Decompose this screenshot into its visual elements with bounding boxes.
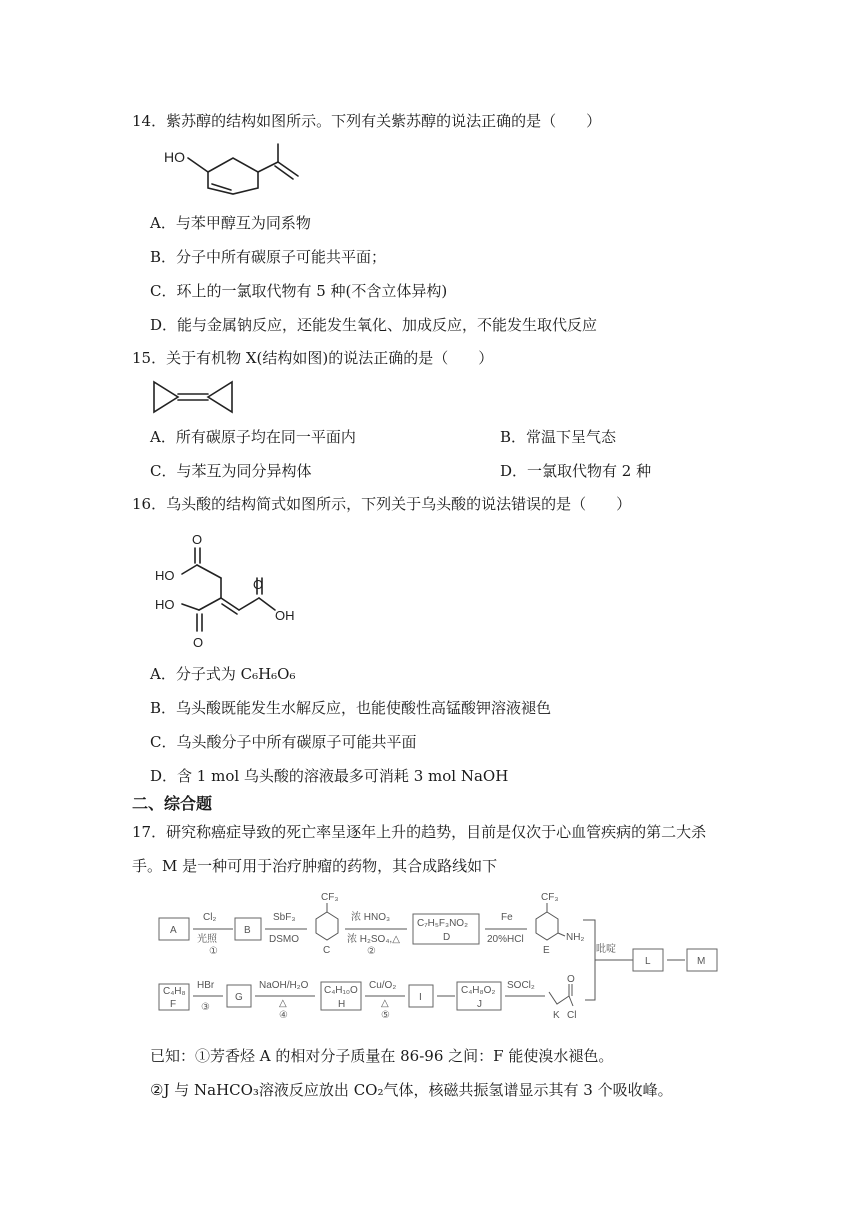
svg-text:D: D xyxy=(443,932,451,943)
svg-text:HO: HO xyxy=(155,568,175,583)
q17-synthesis-scheme xyxy=(155,888,725,1023)
svg-text:HO: HO xyxy=(155,597,175,612)
q17-known-2: ②J 与 NaHCO₃溶液反应放出 CO₂气体，核磁共振氢谱显示其有 3 个吸收峰。 xyxy=(150,1081,673,1099)
q15-option-d: D．一氯取代物有 2 种 xyxy=(500,462,652,480)
q14-option-c: C．环上的一氯取代物有 5 种(不含立体异构) xyxy=(150,282,448,300)
q15-option-b: B．常温下呈气态 xyxy=(500,428,617,446)
svg-text:C₄H₈: C₄H₈ xyxy=(163,986,186,997)
svg-text:CF₃: CF₃ xyxy=(541,892,559,903)
svg-text:④: ④ xyxy=(279,1010,288,1021)
svg-text:⑤: ⑤ xyxy=(381,1010,390,1021)
q15-option-c: C．与苯互为同分异构体 xyxy=(150,462,312,480)
q15-stem: 15．关于有机物 X(结构如图)的说法正确的是（ ） xyxy=(132,349,494,367)
svg-text:浓 HNO₃: 浓 HNO₃ xyxy=(351,912,391,923)
q16-structure-aconitic-acid xyxy=(155,530,315,655)
q17-stem-line1: 17．研究称癌症导致的死亡率呈逐年上升的趋势，目前是仅次于心血管疾病的第二大杀 xyxy=(132,823,707,841)
svg-text:M: M xyxy=(697,956,706,967)
q14-ho-label: HO xyxy=(164,149,185,165)
svg-text:OH: OH xyxy=(275,608,295,623)
q15-structure-bicyclopropylidene xyxy=(150,378,240,418)
svg-text:△: △ xyxy=(381,998,389,1009)
svg-text:A: A xyxy=(170,925,177,936)
svg-text:Cl: Cl xyxy=(567,1010,577,1021)
q16-option-d: D．含 1 mol 乌头酸的溶液最多可消耗 3 mol NaOH xyxy=(150,767,509,785)
svg-text:I: I xyxy=(419,992,422,1003)
svg-text:F: F xyxy=(170,999,177,1010)
q14-option-b: B．分子中所有碳原子可能共平面； xyxy=(150,248,387,266)
svg-text:CF₃: CF₃ xyxy=(321,892,339,903)
svg-text:Fe: Fe xyxy=(501,912,513,923)
q16-stem: 16．乌头酸的结构简式如图所示，下列关于乌头酸的说法错误的是（ ） xyxy=(132,495,632,513)
svg-text:Cu/O₂: Cu/O₂ xyxy=(369,980,397,991)
q17-known-1: 已知：①芳香烃 A 的相对分子质量在 86-96 之间：F 能使溴水褪色。 xyxy=(150,1047,614,1065)
q16-option-a: A．分子式为 C₆H₆O₆ xyxy=(150,665,296,683)
q15-option-a: A．所有碳原子均在同一平面内 xyxy=(150,428,356,446)
svg-text:O: O xyxy=(193,635,204,650)
svg-text:HBr: HBr xyxy=(197,980,215,991)
q14-option-a: A．与苯甲醇互为同系物 xyxy=(150,214,311,232)
svg-text:②: ② xyxy=(367,946,376,957)
q17-stem-line2: 手。M 是一种可用于治疗肿瘤的药物，其合成路线如下 xyxy=(132,857,498,875)
svg-text:③: ③ xyxy=(201,1002,210,1013)
svg-text:SbF₃: SbF₃ xyxy=(273,912,296,923)
svg-text:光照: 光照 xyxy=(197,934,217,945)
svg-text:O: O xyxy=(192,532,203,547)
svg-text:DSMO: DSMO xyxy=(269,934,299,945)
svg-text:NH₂: NH₂ xyxy=(566,932,585,943)
svg-text:吡啶: 吡啶 xyxy=(596,944,616,955)
svg-text:NaOH/H₂O: NaOH/H₂O xyxy=(259,980,309,991)
svg-text:C: C xyxy=(323,945,331,956)
q16-option-c: C．乌头酸分子中所有碳原子可能共平面 xyxy=(150,733,417,751)
svg-text:B: B xyxy=(244,925,251,936)
svg-text:E: E xyxy=(543,945,550,956)
q14-structure-perillyl-alcohol xyxy=(160,140,310,200)
q16-option-b: B．乌头酸既能发生水解反应，也能使酸性高锰酸钾溶液褪色 xyxy=(150,699,552,717)
svg-text:20%HCl: 20%HCl xyxy=(487,934,524,945)
svg-text:L: L xyxy=(645,956,651,967)
svg-text:SOCl₂: SOCl₂ xyxy=(507,980,535,991)
svg-text:①: ① xyxy=(209,946,218,957)
svg-text:C₄H₁₀O: C₄H₁₀O xyxy=(324,985,358,996)
q14-stem: 14．紫苏醇的结构如图所示。下列有关紫苏醇的说法正确的是（ ） xyxy=(132,112,602,130)
svg-text:△: △ xyxy=(279,998,287,1009)
svg-text:C₄H₈O₂: C₄H₈O₂ xyxy=(461,985,496,996)
svg-text:J: J xyxy=(477,999,482,1010)
svg-text:H: H xyxy=(338,999,346,1010)
q14-option-d: D．能与金属钠反应，还能发生氧化、加成反应，不能发生取代反应 xyxy=(150,316,598,334)
svg-text:G: G xyxy=(235,992,243,1003)
svg-text:O: O xyxy=(567,974,575,985)
svg-text:Cl₂: Cl₂ xyxy=(203,912,217,923)
svg-text:浓 H₂SO₄,△: 浓 H₂SO₄,△ xyxy=(347,934,400,945)
svg-text:C₇H₅F₃NO₂: C₇H₅F₃NO₂ xyxy=(417,918,468,929)
svg-text:O: O xyxy=(253,577,264,592)
svg-text:K: K xyxy=(553,1010,560,1021)
section-title: 二、综合题 xyxy=(132,794,213,813)
